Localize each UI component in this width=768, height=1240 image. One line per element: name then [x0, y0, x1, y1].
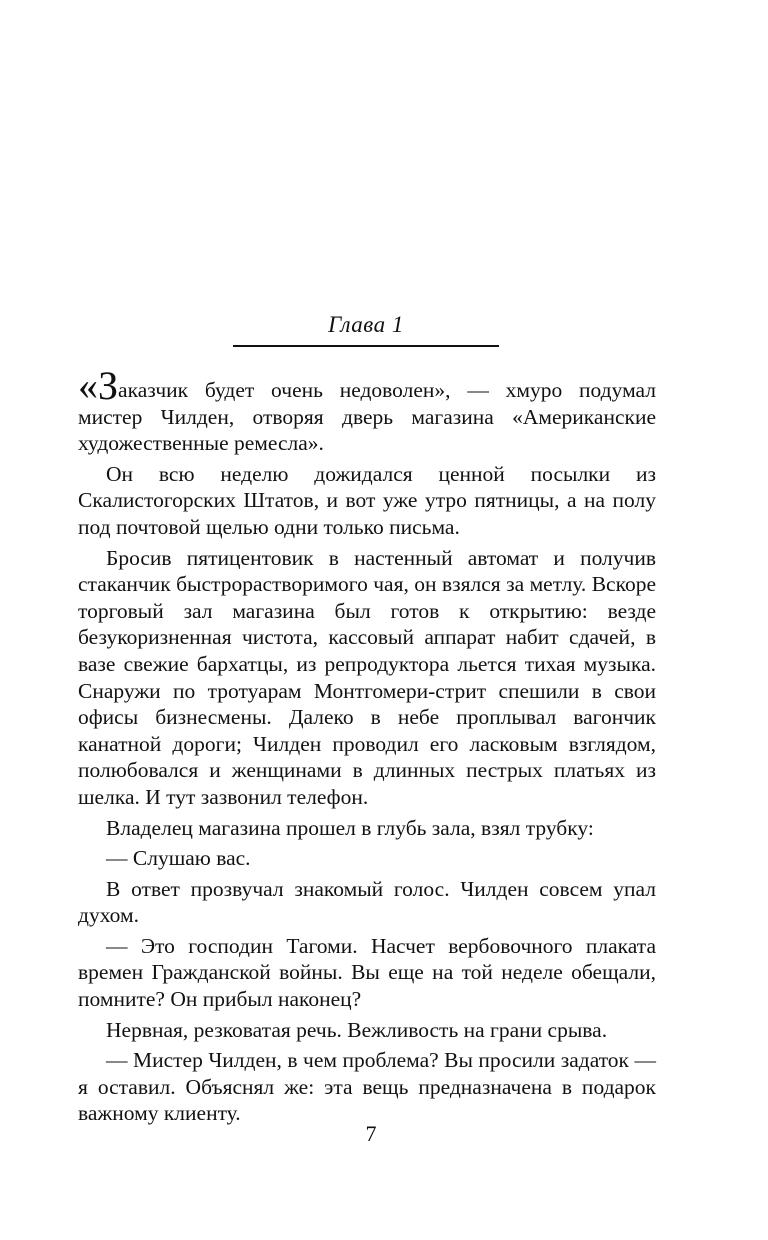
drop-cap: «З	[78, 363, 119, 408]
paragraph-4: Владелец магазина прошел в глубь зала, взял трубку:	[106, 815, 594, 840]
page-number: 7	[365, 1121, 377, 1146]
body-text	[78, 363, 656, 1127]
paragraph-5: — Слушаю вас.	[106, 846, 251, 871]
paragraph-3: Бросив пятицентовик в настенный автомат и получив стаканчик быстрорастворимого чая, он взялся за метлу. Вскоре торговый зал магазина был готов к открытию: везде безукоризненная чистота, кассовый аппарат набит сдачей, в вазе свежие бархатцы, из репродуктора льется тихая музыка. Снаружи по тротуарам Монтгомери-стрит спешили в свои офисы бизнесмены. Далеко в небе проплывал вагончик канатной дороги; Чилден проводил его ласковым взглядом, полюбовался и женщинами в длинных пестрых платьях из шелка. И тут зазвонил телефон.	[78, 545, 656, 809]
chapter-title: Глава 1	[328, 312, 404, 337]
chapter-underline	[233, 345, 499, 347]
paragraph-1	[78, 363, 656, 457]
paragraph-8: Нервная, резковатая речь. Вежливость на грани срыва.	[106, 1017, 608, 1042]
paragraph-9: — Мистер Чилден, в чем проблема? Вы просили задаток — я оставил. Объяснял же: эта вещь предназначена в подарок важному клиенту.	[78, 1048, 656, 1126]
paragraph-6: В ответ прозвучал знакомый голос. Чилден совсем упал духом.	[78, 876, 656, 928]
paragraph-1-text: аказчик будет очень недоволен», — хмуро подумал мистер Чилден, отворяя дверь магазина «Американские художественные ремесла».	[78, 378, 656, 456]
paragraph-7: — Это господин Тагоми. Насчет вербовочного плаката времен Гражданской войны. Вы еще на той неделе обещали, помните? Он прибыл наконец?	[78, 933, 656, 1012]
paragraph-2: Он всю неделю дожидался ценной посылки из Скалистогорских Штатов, и вот уже утро пятницы, а на полу под почтовой щелью одни только письма.	[78, 461, 656, 539]
